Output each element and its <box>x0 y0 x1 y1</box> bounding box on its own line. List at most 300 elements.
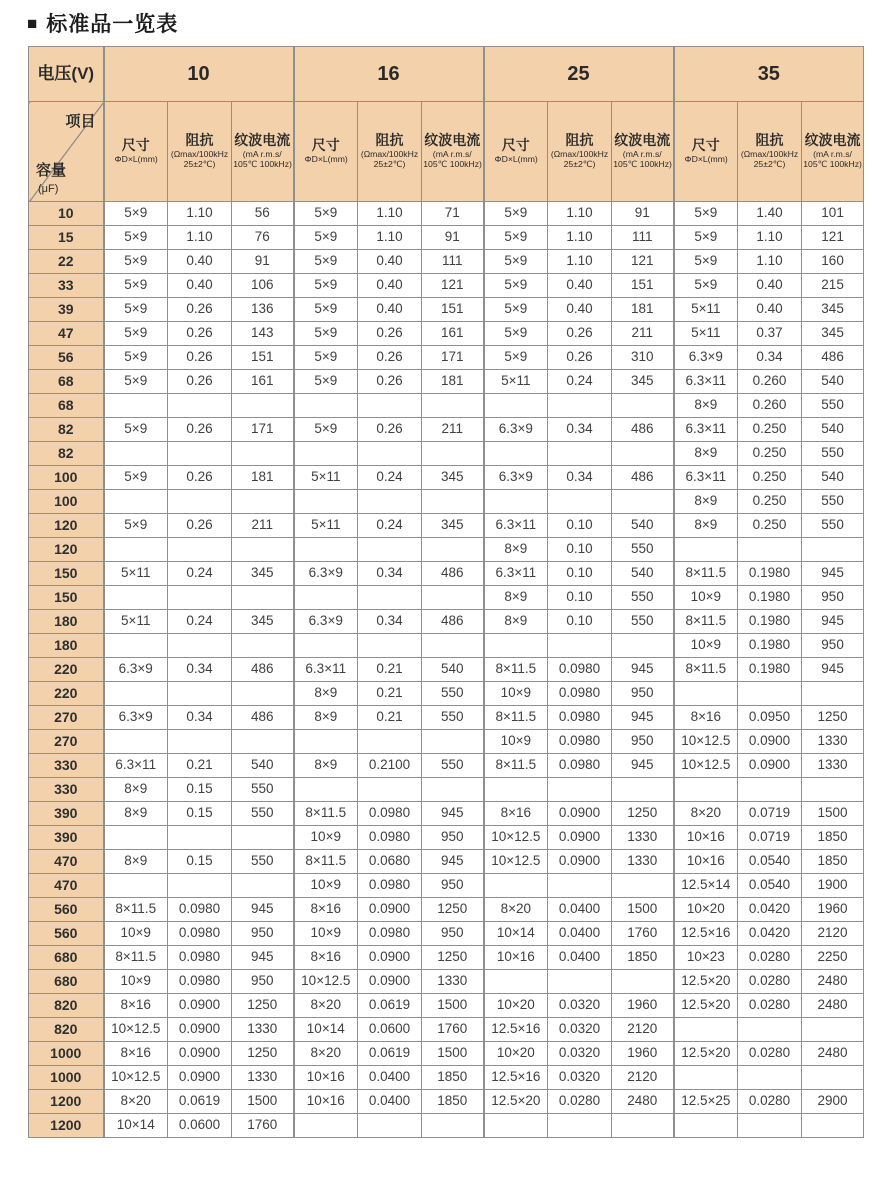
impedance-cell: 0.0619 <box>168 1090 232 1114</box>
impedance-cell: 0.40 <box>738 298 802 322</box>
impedance-cell: 0.0719 <box>738 826 802 850</box>
ripple-cell: 945 <box>802 610 864 634</box>
size-cell: 8×20 <box>484 898 548 922</box>
impedance-cell <box>548 1114 612 1138</box>
size-cell: 6.3×11 <box>674 418 738 442</box>
ripple-cell: 950 <box>802 586 864 610</box>
impedance-cell: 0.26 <box>168 298 232 322</box>
size-cell: 8×11.5 <box>294 850 358 874</box>
ripple-cell: 1250 <box>232 994 294 1018</box>
ripple-cell: 91 <box>422 226 484 250</box>
size-cell: 10×14 <box>294 1018 358 1042</box>
table-row <box>29 346 864 370</box>
ripple-cell: 345 <box>802 322 864 346</box>
table-row <box>29 562 864 586</box>
table-row <box>29 490 864 514</box>
impedance-cell: 0.34 <box>168 706 232 730</box>
impedance-cell <box>738 1018 802 1042</box>
capacity-cell: 680 <box>29 946 104 970</box>
ripple-cell: 1330 <box>612 826 674 850</box>
size-cell <box>674 1114 738 1138</box>
ripple-cell: 550 <box>612 538 674 562</box>
ripple-cell: 171 <box>232 418 294 442</box>
size-cell: 5×11 <box>104 562 168 586</box>
page-title <box>27 8 887 38</box>
capacity-cell: 330 <box>29 754 104 778</box>
size-cell: 6.3×11 <box>294 658 358 682</box>
size-cell: 5×11 <box>294 514 358 538</box>
size-cell: 10×9 <box>674 586 738 610</box>
ripple-cell: 171 <box>422 346 484 370</box>
ripple-cell: 945 <box>232 946 294 970</box>
impedance-cell: 0.0320 <box>548 1066 612 1090</box>
impedance-cell: 0.21 <box>168 754 232 778</box>
size-cell: 5×9 <box>484 274 548 298</box>
size-cell: 5×11 <box>294 466 358 490</box>
ripple-cell: 550 <box>612 610 674 634</box>
size-cell: 5×9 <box>674 250 738 274</box>
impedance-cell: 0.0600 <box>358 1018 422 1042</box>
size-cell <box>484 490 548 514</box>
size-header-16v: 尺寸 ΦD×L(mm) <box>294 102 358 202</box>
ripple-cell: 76 <box>232 226 294 250</box>
size-cell: 8×11.5 <box>484 754 548 778</box>
size-cell <box>484 970 548 994</box>
size-cell: 5×9 <box>104 274 168 298</box>
ripple-cell: 1330 <box>802 754 864 778</box>
impedance-cell: 0.26 <box>168 418 232 442</box>
size-cell: 5×9 <box>484 202 548 226</box>
impedance-cell: 0.0320 <box>548 994 612 1018</box>
capacity-cell: 1200 <box>29 1090 104 1114</box>
size-cell: 10×16 <box>294 1090 358 1114</box>
impedance-cell: 1.10 <box>168 202 232 226</box>
size-cell <box>484 874 548 898</box>
size-cell: 5×9 <box>294 370 358 394</box>
ripple-cell: 540 <box>802 466 864 490</box>
impedance-cell: 0.260 <box>738 370 802 394</box>
size-cell: 5×9 <box>294 298 358 322</box>
ripple-cell: 1960 <box>612 1042 674 1066</box>
size-cell <box>674 1018 738 1042</box>
ripple-cell <box>232 490 294 514</box>
size-cell: 10×20 <box>484 1042 548 1066</box>
size-cell: 5×9 <box>674 274 738 298</box>
table-row <box>29 514 864 538</box>
capacity-cell: 470 <box>29 874 104 898</box>
impedance-cell: 0.1980 <box>738 586 802 610</box>
voltage-16-header: 16 <box>294 47 484 102</box>
ripple-cell <box>612 778 674 802</box>
ripple-cell <box>232 538 294 562</box>
size-cell <box>104 394 168 418</box>
impedance-cell <box>358 1114 422 1138</box>
ripple-cell <box>612 1114 674 1138</box>
size-header-25v: 尺寸 ΦD×L(mm) <box>484 102 548 202</box>
size-cell <box>294 1114 358 1138</box>
size-cell: 10×12.5 <box>484 826 548 850</box>
size-cell: 8×20 <box>104 1090 168 1114</box>
size-cell: 5×9 <box>484 250 548 274</box>
table-row <box>29 994 864 1018</box>
impedance-cell: 0.40 <box>738 274 802 298</box>
subheader-row <box>29 102 864 202</box>
voltage-10-header: 10 <box>104 47 294 102</box>
size-cell <box>674 778 738 802</box>
ripple-cell: 950 <box>802 634 864 658</box>
ripple-cell <box>612 394 674 418</box>
impedance-cell: 0.26 <box>358 418 422 442</box>
size-cell <box>294 634 358 658</box>
ripple-cell: 1330 <box>802 730 864 754</box>
size-cell: 8×16 <box>674 706 738 730</box>
ripple-cell <box>612 442 674 466</box>
impedance-cell: 0.0619 <box>358 1042 422 1066</box>
size-cell <box>484 442 548 466</box>
impedance-cell <box>358 778 422 802</box>
impedance-cell: 0.0900 <box>168 1066 232 1090</box>
size-cell: 10×12.5 <box>484 850 548 874</box>
ripple-cell: 2900 <box>802 1090 864 1114</box>
impedance-header-16v: 阻抗 (Ωmax/100kHz 25±2℃) <box>358 102 422 202</box>
ripple-cell: 1500 <box>802 802 864 826</box>
impedance-cell: 0.26 <box>168 346 232 370</box>
impedance-cell: 0.34 <box>738 346 802 370</box>
ripple-cell: 950 <box>422 922 484 946</box>
table-row <box>29 274 864 298</box>
capacity-label: 容量 <box>36 161 67 179</box>
ripple-cell: 945 <box>422 802 484 826</box>
size-cell: 8×9 <box>294 682 358 706</box>
table-row <box>29 922 864 946</box>
impedance-cell: 0.0280 <box>738 946 802 970</box>
ripple-cell: 1760 <box>232 1114 294 1138</box>
impedance-cell: 0.40 <box>548 274 612 298</box>
ripple-cell <box>232 394 294 418</box>
ripple-cell: 540 <box>802 418 864 442</box>
ripple-cell: 1250 <box>422 898 484 922</box>
size-cell: 6.3×9 <box>674 346 738 370</box>
ripple-cell: 1850 <box>422 1090 484 1114</box>
size-cell: 5×9 <box>484 322 548 346</box>
size-cell <box>294 730 358 754</box>
size-cell <box>674 1066 738 1090</box>
capacity-cell: 560 <box>29 922 104 946</box>
impedance-cell: 0.26 <box>548 346 612 370</box>
ripple-cell: 1500 <box>422 994 484 1018</box>
size-cell: 10×16 <box>294 1066 358 1090</box>
table-row <box>29 1066 864 1090</box>
ripple-cell: 486 <box>612 466 674 490</box>
ripple-cell: 1850 <box>802 826 864 850</box>
ripple-cell: 2250 <box>802 946 864 970</box>
size-cell: 5×9 <box>294 250 358 274</box>
impedance-cell: 0.1980 <box>738 610 802 634</box>
ripple-cell <box>422 586 484 610</box>
table-row <box>29 658 864 682</box>
impedance-cell: 1.10 <box>738 226 802 250</box>
ripple-cell: 345 <box>612 370 674 394</box>
ripple-cell: 181 <box>422 370 484 394</box>
impedance-cell: 0.40 <box>168 274 232 298</box>
impedance-cell: 1.10 <box>738 250 802 274</box>
size-cell: 12.5×14 <box>674 874 738 898</box>
impedance-cell: 0.40 <box>358 274 422 298</box>
ripple-cell <box>232 682 294 706</box>
impedance-cell: 0.1980 <box>738 634 802 658</box>
ripple-cell: 1850 <box>422 1066 484 1090</box>
size-cell: 5×9 <box>104 514 168 538</box>
table-row <box>29 682 864 706</box>
impedance-cell: 0.0980 <box>358 922 422 946</box>
ripple-cell: 950 <box>422 826 484 850</box>
impedance-cell <box>548 778 612 802</box>
size-cell <box>294 538 358 562</box>
impedance-cell: 0.1980 <box>738 562 802 586</box>
ripple-cell: 2480 <box>612 1090 674 1114</box>
capacity-cell: 330 <box>29 778 104 802</box>
ripple-header-10v: 纹波电流 (mA r.m.s/ 105℃ 100kHz) <box>232 102 294 202</box>
impedance-cell: 0.24 <box>168 610 232 634</box>
ripple-cell: 550 <box>232 802 294 826</box>
impedance-cell: 0.24 <box>168 562 232 586</box>
ripple-cell: 550 <box>612 586 674 610</box>
impedance-cell: 0.0980 <box>168 970 232 994</box>
ripple-cell: 2480 <box>802 970 864 994</box>
impedance-cell <box>168 634 232 658</box>
size-cell <box>104 682 168 706</box>
size-cell <box>294 586 358 610</box>
impedance-cell: 0.34 <box>358 562 422 586</box>
ripple-cell <box>422 442 484 466</box>
size-cell: 8×16 <box>294 898 358 922</box>
impedance-cell: 1.10 <box>358 202 422 226</box>
size-cell: 10×9 <box>104 922 168 946</box>
impedance-cell: 0.0280 <box>548 1090 612 1114</box>
ripple-cell: 486 <box>422 562 484 586</box>
impedance-cell: 0.40 <box>358 298 422 322</box>
ripple-cell: 215 <box>802 274 864 298</box>
voltage-axis-label: 电压(V) <box>29 47 104 102</box>
ripple-cell: 550 <box>422 706 484 730</box>
capacity-cell: 150 <box>29 562 104 586</box>
size-cell: 10×9 <box>294 874 358 898</box>
ripple-cell: 540 <box>612 562 674 586</box>
size-header-10v: 尺寸 ΦD×L(mm) <box>104 102 168 202</box>
size-cell: 12.5×16 <box>674 922 738 946</box>
impedance-cell: 0.0400 <box>548 922 612 946</box>
size-cell: 10×12.5 <box>294 970 358 994</box>
ripple-cell: 1330 <box>612 850 674 874</box>
ripple-cell: 1960 <box>802 898 864 922</box>
size-cell: 5×9 <box>104 250 168 274</box>
ripple-cell: 151 <box>612 274 674 298</box>
impedance-cell: 0.26 <box>168 322 232 346</box>
impedance-cell <box>168 490 232 514</box>
impedance-cell: 0.0980 <box>168 946 232 970</box>
impedance-cell: 0.260 <box>738 394 802 418</box>
capacity-cell: 220 <box>29 682 104 706</box>
size-cell <box>674 682 738 706</box>
ripple-cell: 111 <box>422 250 484 274</box>
table-row <box>29 250 864 274</box>
ripple-cell: 345 <box>422 466 484 490</box>
size-cell: 5×9 <box>294 202 358 226</box>
ripple-cell: 101 <box>802 202 864 226</box>
ripple-cell: 1850 <box>612 946 674 970</box>
ripple-cell: 550 <box>802 394 864 418</box>
capacity-cell: 560 <box>29 898 104 922</box>
impedance-cell: 0.0619 <box>358 994 422 1018</box>
size-cell <box>104 730 168 754</box>
capacity-cell: 150 <box>29 586 104 610</box>
impedance-cell <box>358 634 422 658</box>
ripple-cell: 540 <box>422 658 484 682</box>
capacity-cell: 120 <box>29 514 104 538</box>
size-cell: 8×9 <box>484 610 548 634</box>
capacity-cell: 470 <box>29 850 104 874</box>
size-cell <box>294 442 358 466</box>
impedance-header-35v: 阻抗 (Ωmax/100kHz 25±2℃) <box>738 102 802 202</box>
table-row <box>29 226 864 250</box>
voltage-35-header: 35 <box>674 47 864 102</box>
ripple-cell: 161 <box>232 370 294 394</box>
impedance-cell: 0.0900 <box>548 850 612 874</box>
ripple-cell: 945 <box>612 658 674 682</box>
size-cell: 8×9 <box>484 586 548 610</box>
table-row <box>29 802 864 826</box>
impedance-cell: 0.21 <box>358 658 422 682</box>
size-cell: 5×9 <box>484 346 548 370</box>
square-bullet-icon: ■ <box>27 13 39 33</box>
impedance-cell: 0.0320 <box>548 1042 612 1066</box>
impedance-cell: 0.10 <box>548 562 612 586</box>
size-cell: 6.3×9 <box>104 658 168 682</box>
size-cell: 8×9 <box>104 802 168 826</box>
capacity-cell: 680 <box>29 970 104 994</box>
ripple-cell: 486 <box>232 658 294 682</box>
ripple-cell: 945 <box>422 850 484 874</box>
impedance-cell: 0.250 <box>738 490 802 514</box>
impedance-cell: 0.250 <box>738 514 802 538</box>
ripple-cell: 550 <box>802 514 864 538</box>
impedance-cell: 0.0900 <box>738 754 802 778</box>
ripple-cell <box>612 874 674 898</box>
size-cell: 8×20 <box>294 1042 358 1066</box>
impedance-cell: 0.15 <box>168 850 232 874</box>
ripple-header-25v: 纹波电流 (mA r.m.s/ 105℃ 100kHz) <box>612 102 674 202</box>
impedance-cell: 0.0900 <box>738 730 802 754</box>
capacity-cell: 15 <box>29 226 104 250</box>
ripple-cell: 1960 <box>612 994 674 1018</box>
ripple-cell: 550 <box>232 778 294 802</box>
impedance-cell <box>358 730 422 754</box>
impedance-cell: 0.26 <box>168 466 232 490</box>
ripple-cell: 1760 <box>422 1018 484 1042</box>
size-cell: 10×9 <box>484 730 548 754</box>
size-cell: 10×20 <box>484 994 548 1018</box>
capacity-cell: 56 <box>29 346 104 370</box>
impedance-cell: 1.10 <box>358 226 422 250</box>
size-cell: 6.3×11 <box>674 370 738 394</box>
impedance-cell: 0.0900 <box>548 802 612 826</box>
table-row <box>29 1114 864 1138</box>
ripple-cell: 550 <box>422 754 484 778</box>
ripple-cell <box>802 1114 864 1138</box>
size-cell <box>104 874 168 898</box>
impedance-cell: 0.0900 <box>168 1042 232 1066</box>
ripple-cell: 945 <box>232 898 294 922</box>
impedance-cell: 0.0950 <box>738 706 802 730</box>
capacity-cell: 270 <box>29 730 104 754</box>
size-cell: 8×16 <box>294 946 358 970</box>
size-cell: 5×9 <box>674 202 738 226</box>
impedance-cell <box>168 682 232 706</box>
size-cell: 8×11.5 <box>674 610 738 634</box>
impedance-cell <box>548 874 612 898</box>
ripple-cell: 91 <box>612 202 674 226</box>
size-cell: 8×16 <box>104 1042 168 1066</box>
size-cell: 5×11 <box>104 610 168 634</box>
capacity-cell: 68 <box>29 370 104 394</box>
size-cell: 6.3×11 <box>484 514 548 538</box>
impedance-cell: 0.15 <box>168 778 232 802</box>
impedance-cell <box>358 538 422 562</box>
size-cell: 8×9 <box>674 490 738 514</box>
ripple-cell: 950 <box>232 922 294 946</box>
ripple-cell: 1500 <box>422 1042 484 1066</box>
ripple-cell: 1250 <box>422 946 484 970</box>
size-cell: 10×12.5 <box>674 754 738 778</box>
impedance-cell: 0.0980 <box>548 682 612 706</box>
ripple-cell: 56 <box>232 202 294 226</box>
size-cell: 10×12.5 <box>674 730 738 754</box>
table-row <box>29 898 864 922</box>
ripple-cell: 550 <box>422 682 484 706</box>
impedance-cell: 0.37 <box>738 322 802 346</box>
impedance-cell <box>548 634 612 658</box>
ripple-cell: 160 <box>802 250 864 274</box>
impedance-cell: 0.15 <box>168 802 232 826</box>
capacity-cell: 82 <box>29 418 104 442</box>
ripple-cell: 181 <box>232 466 294 490</box>
size-cell <box>294 490 358 514</box>
size-cell: 10×9 <box>294 922 358 946</box>
capacity-cell: 1000 <box>29 1042 104 1066</box>
table-row <box>29 874 864 898</box>
table-row <box>29 586 864 610</box>
impedance-cell <box>168 874 232 898</box>
impedance-cell <box>738 1066 802 1090</box>
size-cell <box>484 394 548 418</box>
ripple-cell <box>422 490 484 514</box>
size-cell: 10×12.5 <box>104 1018 168 1042</box>
size-cell: 5×9 <box>484 298 548 322</box>
impedance-cell <box>738 538 802 562</box>
ripple-cell: 1250 <box>232 1042 294 1066</box>
impedance-cell <box>358 442 422 466</box>
size-cell: 8×9 <box>674 394 738 418</box>
size-header-35v: 尺寸 ΦD×L(mm) <box>674 102 738 202</box>
table-row <box>29 394 864 418</box>
impedance-cell: 0.2100 <box>358 754 422 778</box>
size-cell: 8×11.5 <box>294 802 358 826</box>
impedance-cell <box>548 490 612 514</box>
ripple-cell: 486 <box>422 610 484 634</box>
size-cell <box>294 778 358 802</box>
capacity-cell: 22 <box>29 250 104 274</box>
impedance-cell: 0.0900 <box>168 1018 232 1042</box>
